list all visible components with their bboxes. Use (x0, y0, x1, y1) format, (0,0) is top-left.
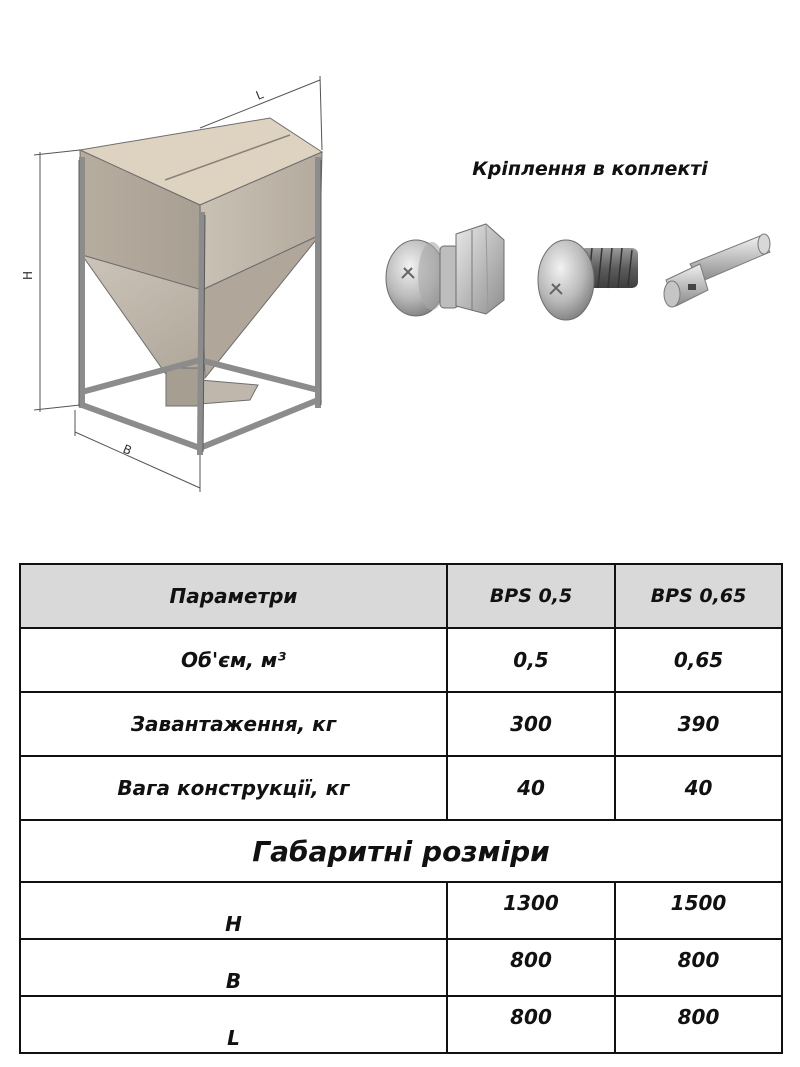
row-value-2: 0,65 (615, 628, 782, 692)
dimension-label: L (20, 996, 447, 1053)
row-label: Завантаження, кг (20, 692, 447, 756)
bolt (538, 240, 638, 320)
dimensions-title: Габаритні розміри (20, 820, 782, 882)
specifications-table (19, 563, 783, 1054)
row-value-1: 300 (447, 692, 615, 756)
dimension-value-2: 800 (615, 996, 782, 1053)
dimension-row (20, 996, 782, 1053)
header-model-1: BPS 0,5 (447, 564, 615, 628)
dimension-row (20, 882, 782, 939)
row-value-1: 0,5 (447, 628, 615, 692)
dimensions-title-row (20, 820, 782, 882)
dimension-value-1: 800 (447, 939, 615, 996)
header-parameters: Параметри (20, 564, 447, 628)
hopper-outlet (166, 368, 200, 406)
dimension-value-2: 800 (615, 939, 782, 996)
dimension-label-h: H (21, 270, 35, 280)
table-row (20, 756, 782, 820)
table-header-row (20, 564, 782, 628)
table-row (20, 692, 782, 756)
hopper-drawing (34, 76, 322, 492)
connector-pin (664, 234, 770, 307)
bolt-with-nut (386, 224, 504, 316)
row-value-2: 40 (615, 756, 782, 820)
table-row (20, 628, 782, 692)
row-label: Вага конструкції, кг (20, 756, 447, 820)
dimension-label-l: L (253, 87, 266, 103)
dimension-label: H (20, 882, 447, 939)
dimension-value-1: 1300 (447, 882, 615, 939)
header-model-2: BPS 0,65 (615, 564, 782, 628)
dimension-label-b: B (120, 441, 134, 458)
fasteners-caption: Кріплення в коплекті (472, 158, 708, 180)
dimension-label: B (20, 939, 447, 996)
dimension-value-1: 800 (447, 996, 615, 1053)
row-value-1: 40 (447, 756, 615, 820)
dimension-value-2: 1500 (615, 882, 782, 939)
row-value-2: 390 (615, 692, 782, 756)
row-label: Об'єм, м³ (20, 628, 447, 692)
dimension-row (20, 939, 782, 996)
